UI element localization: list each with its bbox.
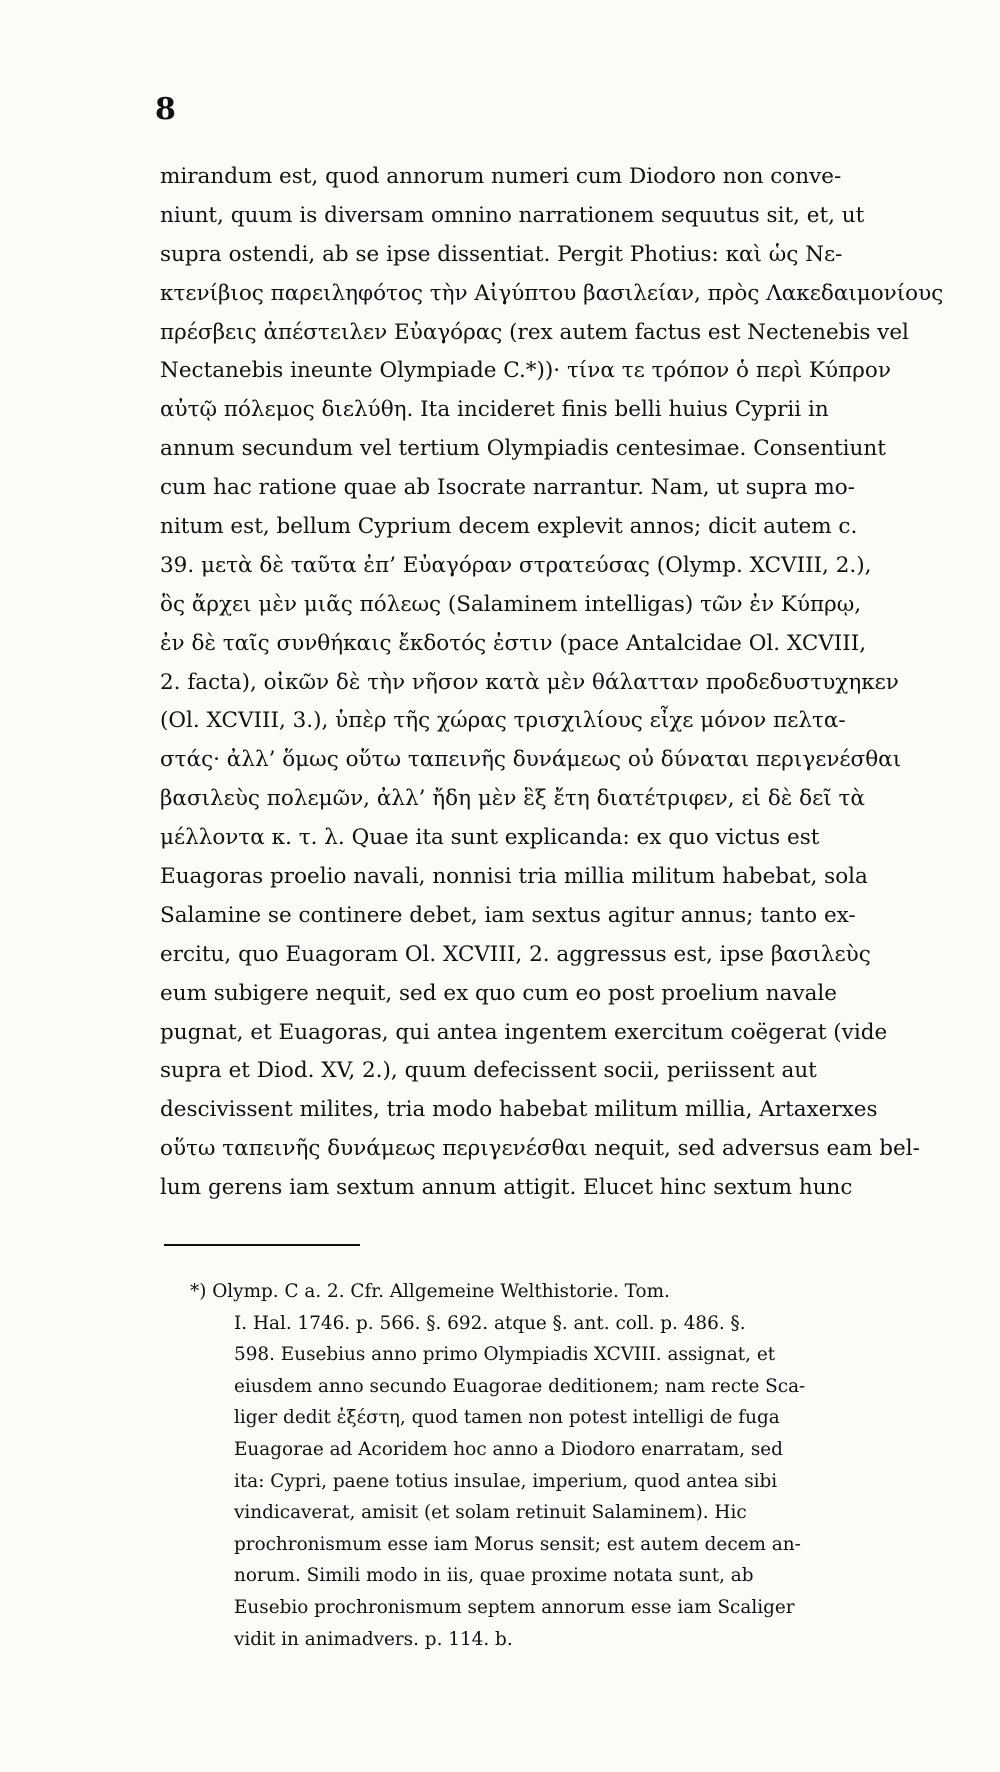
text-line: ercitu, quo Euagoram Ol. XCVIII, 2. aggressus est, ipse βασιλεὺς <box>160 941 871 967</box>
text-line: descivissent milites, tria modo habebat militum millia, Artaxerxes <box>160 1097 878 1123</box>
text-line: nitum est, bellum Cyprium decem explevit annos; dicit autem c. <box>160 514 858 540</box>
text-line: niunt, quum is diversam omnino narrationem sequutus sit, et, ut <box>160 202 865 228</box>
text-line: μέλλοντα κ. τ. λ. Quae ita sunt explicanda: ex quo victus est <box>160 825 820 851</box>
text-line: supra et Diod. XV, 2.), quum defecissent socii, periissent aut <box>160 1058 817 1084</box>
text-line: cum hac ratione quae ab Isocrate narrantur. Nam, ut supra mo- <box>160 475 855 501</box>
footnote-line: I. Hal. 1746. p. 566. §. 692. atque §. ant. coll. p. 486. §. <box>234 1312 746 1334</box>
footnote-line: *) Olymp. C a. 2. Cfr. Allgemeine Welthistorie. Tom. <box>190 1281 670 1302</box>
text-line: πρέσβεις ἀπέστειλεν Εὐαγόρας (rex autem factus est Nectenebis vel <box>160 319 909 345</box>
main-text <box>160 158 955 1208</box>
text-line: supra ostendi, ab se ipse dissentiat. Pergit Photius: καὶ ὡς Νε- <box>160 241 843 267</box>
text-line: κτενίβιος παρειληφότος τὴν Αἰγύπτου βασιλείαν, πρὸς Λακεδαιμονίους <box>160 280 944 306</box>
text-line: eum subigere nequit, sed ex quo cum eo post proelium navale <box>160 980 838 1006</box>
text-line: ἐν δὲ ταῖς συνθήκαις ἔκδοτός ἐστιν (pace Antalcidae Ol. XCVIII, <box>160 630 867 656</box>
text-line: ὃς ἄρχει μὲν μιᾶς πόλεως (Salaminem intelligas) τῶν ἐν Κύπρῳ, <box>160 591 862 617</box>
text-line: οὕτω ταπεινῆς δυνάμεως περιγενέσθαι nequit, sed adversus eam bel- <box>160 1136 920 1162</box>
footnote-line: 598. Eusebius anno primo Olympiadis XCVIII. assignat, et <box>234 1344 776 1366</box>
text-line: βασιλεὺς πολεμῶν, ἀλλ’ ἤδη μὲν ἓξ ἔτη διατέτριφεν, εἰ δὲ δεῖ τὰ <box>160 786 865 812</box>
text-line: (Ol. XCVIII, 3.), ὑπὲρ τῆς χώρας τρισχιλίους εἶχε μόνον πελτα- <box>160 708 846 734</box>
footnote-line: eiusdem anno secundo Euagorae deditionem; nam recte Sca- <box>234 1375 806 1397</box>
footnote-line: Eusebio prochronismum septem annorum esse iam Scaliger <box>234 1596 795 1618</box>
footnote-line: Euagorae ad Acoridem hoc anno a Diodoro enarratam, sed <box>234 1438 783 1460</box>
text-line: Euagoras proelio navali, nonnisi tria millia militum habebat, sola <box>160 864 868 890</box>
text-line: pugnat, et Euagoras, qui antea ingentem exercitum coëgerat (vide <box>160 1019 888 1045</box>
text-line: lum gerens iam sextum annum attigit. Elucet hinc sextum hunc <box>160 1175 853 1201</box>
text-line: αὐτῷ πόλεμος διελύθη. Ita incideret finis belli huius Cyprii in <box>160 397 829 423</box>
footnote-line: prochronismum esse iam Morus sensit; est autem decem an- <box>234 1533 801 1555</box>
text-line: 2. facta), οἰκῶν δὲ τὴν νῆσον κατὰ μὲν θάλατταν προδεδυστυχηκεν <box>160 669 899 695</box>
footnote-line: vidit in animadvers. p. 114. b. <box>234 1628 513 1650</box>
footnote-divider <box>164 1244 360 1246</box>
text-line: mirandum est, quod annorum numeri cum Diodoro non conve- <box>160 164 842 189</box>
text-line: 39. μετὰ δὲ ταῦτα ἐπ’ Εὐαγόραν στρατεύσας (Olymp. XCVIII, 2.), <box>160 552 872 578</box>
text-line: annum secundum vel tertium Olympiadis centesimae. Consentiunt <box>160 436 886 462</box>
page-number: 8 <box>155 92 177 127</box>
footnote-line: vindicaverat, amisit (et solam retinuit Salaminem). Hic <box>234 1502 747 1524</box>
text-line: Salamine se continere debet, iam sextus agitur annus; tanto ex- <box>160 902 856 928</box>
footnote-line: norum. Simili modo in iis, quae proxime notata sunt, ab <box>234 1565 754 1587</box>
footnote-line: liger dedit ἐξέστη, quod tamen non potest intelligi de fuga <box>234 1407 780 1429</box>
text-line: Nectanebis ineunte Olympiade C.*))· τίνα τε τρόπον ὁ περὶ Κύπρον <box>160 358 891 384</box>
footnote-block <box>190 1276 960 1655</box>
text-line: στάς· ἀλλ’ ὅμως οὕτω ταπεινῆς δυνάμεως οὐ δύναται περιγενέσθαι <box>160 747 902 773</box>
footnote-line: ita: Cypri, paene totius insulae, imperium, quod antea sibi <box>234 1470 778 1492</box>
